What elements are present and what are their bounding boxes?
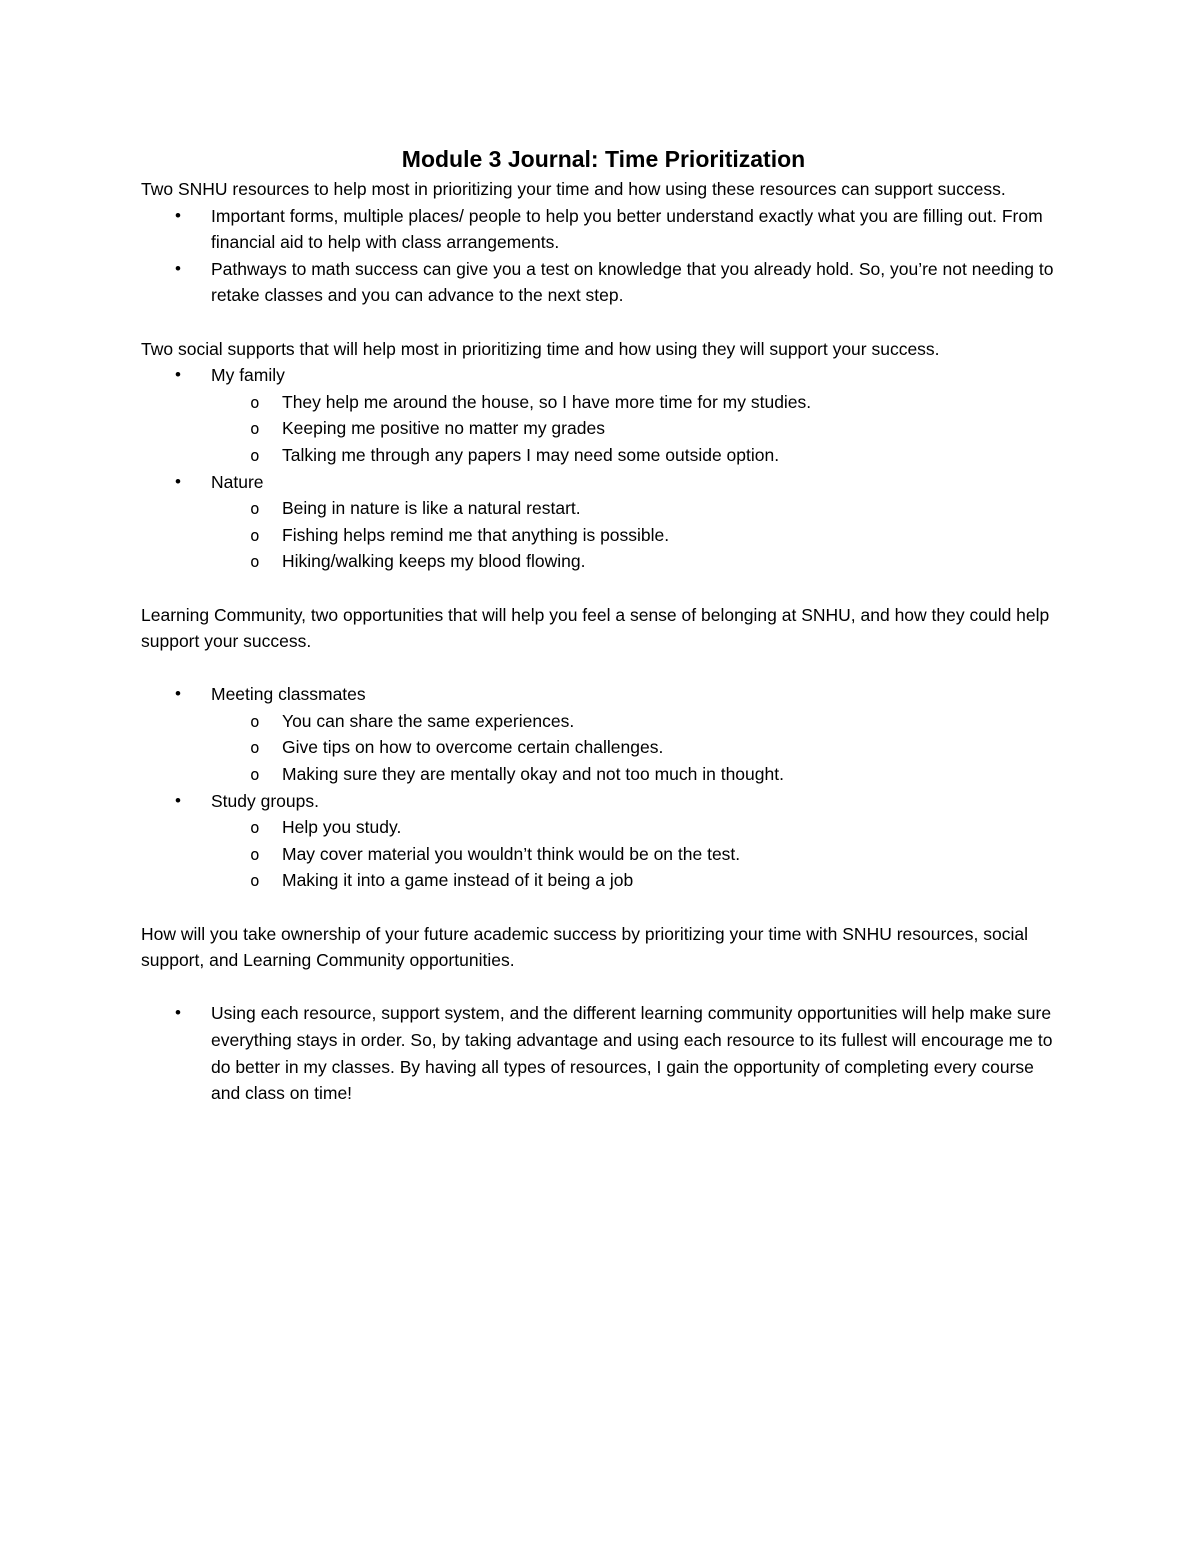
sublist — [211, 389, 1066, 469]
sublist-item-text: Help you study. — [282, 817, 402, 838]
bullet-icon: • — [175, 365, 181, 385]
sublist-item-text: Give tips on how to overcome certain challenges. — [282, 737, 664, 758]
sublist-item — [211, 708, 1066, 735]
list-item-text: My family — [211, 365, 285, 386]
spacer — [141, 309, 1066, 336]
spacer — [141, 894, 1066, 921]
section3-prompt: Learning Community, two opportunities that will help you feel a sense of belonging at SNHU, and how they could help support your success. — [141, 604, 1050, 652]
bullet-icon: • — [175, 684, 181, 704]
bullet-icon: • — [175, 790, 181, 810]
sublist-item — [211, 548, 1066, 575]
circle-bullet-icon: o — [250, 738, 260, 758]
list-item — [141, 1000, 1066, 1106]
list-item — [141, 256, 1066, 309]
sublist-item — [211, 867, 1066, 894]
section2-prompt: Two social supports that will help most in prioritizing time and how using they will support your success. — [141, 338, 940, 359]
sublist-item-text: Hiking/walking keeps my blood flowing. — [282, 551, 586, 572]
section1-list — [141, 203, 1066, 309]
sublist-item — [211, 415, 1066, 442]
document-body — [141, 142, 1066, 1107]
sublist — [211, 708, 1066, 788]
bullet-icon: • — [175, 258, 181, 278]
circle-bullet-icon: o — [250, 419, 260, 439]
sublist-item-text: Keeping me positive no matter my grades — [282, 418, 605, 439]
list-item — [141, 469, 1066, 575]
bullet-icon: • — [175, 471, 181, 491]
section3-list — [141, 681, 1066, 894]
circle-bullet-icon: o — [250, 818, 260, 838]
circle-bullet-icon: o — [250, 552, 260, 572]
page-title: Module 3 Journal: Time Prioritization — [401, 146, 806, 172]
circle-bullet-icon: o — [250, 445, 260, 465]
sublist-item-text: Being in nature is like a natural restart. — [282, 498, 581, 519]
list-item — [141, 681, 1066, 787]
spacer — [141, 655, 1066, 682]
list-item — [141, 362, 1066, 468]
list-item — [141, 203, 1066, 256]
sublist-item-text: Making sure they are mentally okay and not too much in thought. — [282, 764, 784, 785]
list-item-text: Nature — [211, 471, 264, 492]
spacer — [141, 575, 1066, 602]
list-item-text: Meeting classmates — [211, 684, 366, 705]
sublist-item — [211, 389, 1066, 416]
sublist-item-text: They help me around the house, so I have more time for my studies. — [282, 391, 812, 412]
sublist-item — [211, 495, 1066, 522]
list-item-text: Important forms, multiple places/ people to help you better understand exactly what you are filling out. From financial aid to help with class arrangements. — [211, 205, 1043, 253]
sublist-item-text: Fishing helps remind me that anything is possible. — [282, 524, 670, 545]
sublist-item — [211, 442, 1066, 469]
sublist-item-text: Making it into a game instead of it being a job — [282, 870, 634, 891]
circle-bullet-icon: o — [250, 871, 260, 891]
sublist-item-text: Talking me through any papers I may need some outside option. — [282, 444, 780, 465]
sublist-item-text: May cover material you wouldn’t think would be on the test. — [282, 843, 741, 864]
sublist-item — [211, 841, 1066, 868]
sublist-item — [211, 522, 1066, 549]
circle-bullet-icon: o — [250, 711, 260, 731]
section2-list — [141, 362, 1066, 575]
list-item-text: Using each resource, support system, and the different learning community opportunities will help make sure everything stays in order. So, by taking advantage and using each resource to its fullest will encourage me to do better in my classes. By having all types of resources, I gain the opportunity of completing every course and class on time! — [211, 1003, 1053, 1104]
section4-prompt: How will you take ownership of your future academic success by prioritizing your time with SNHU resources, social support, and Learning Community opportunities. — [141, 923, 1029, 971]
list-item-text: Pathways to math success can give you a test on knowledge that you already hold. So, you’re not needing to retake classes and you can advance to the next step. — [211, 258, 1054, 306]
list-item-text: Study groups. — [211, 790, 319, 811]
sublist-item — [211, 814, 1066, 841]
circle-bullet-icon: o — [250, 844, 260, 864]
bullet-icon: • — [175, 1003, 181, 1023]
circle-bullet-icon: o — [250, 499, 260, 519]
sublist — [211, 814, 1066, 894]
section1-prompt: Two SNHU resources to help most in prioritizing your time and how using these resources can support success. — [141, 179, 1006, 199]
spacer — [141, 974, 1066, 1001]
sublist — [211, 495, 1066, 575]
list-item — [141, 788, 1066, 894]
circle-bullet-icon: o — [250, 392, 260, 412]
sublist-item — [211, 761, 1066, 788]
section4-list — [141, 1000, 1066, 1106]
bullet-icon: • — [175, 205, 181, 225]
sublist-item — [211, 734, 1066, 761]
circle-bullet-icon: o — [250, 765, 260, 785]
sublist-item-text: You can share the same experiences. — [282, 710, 575, 731]
circle-bullet-icon: o — [250, 525, 260, 545]
